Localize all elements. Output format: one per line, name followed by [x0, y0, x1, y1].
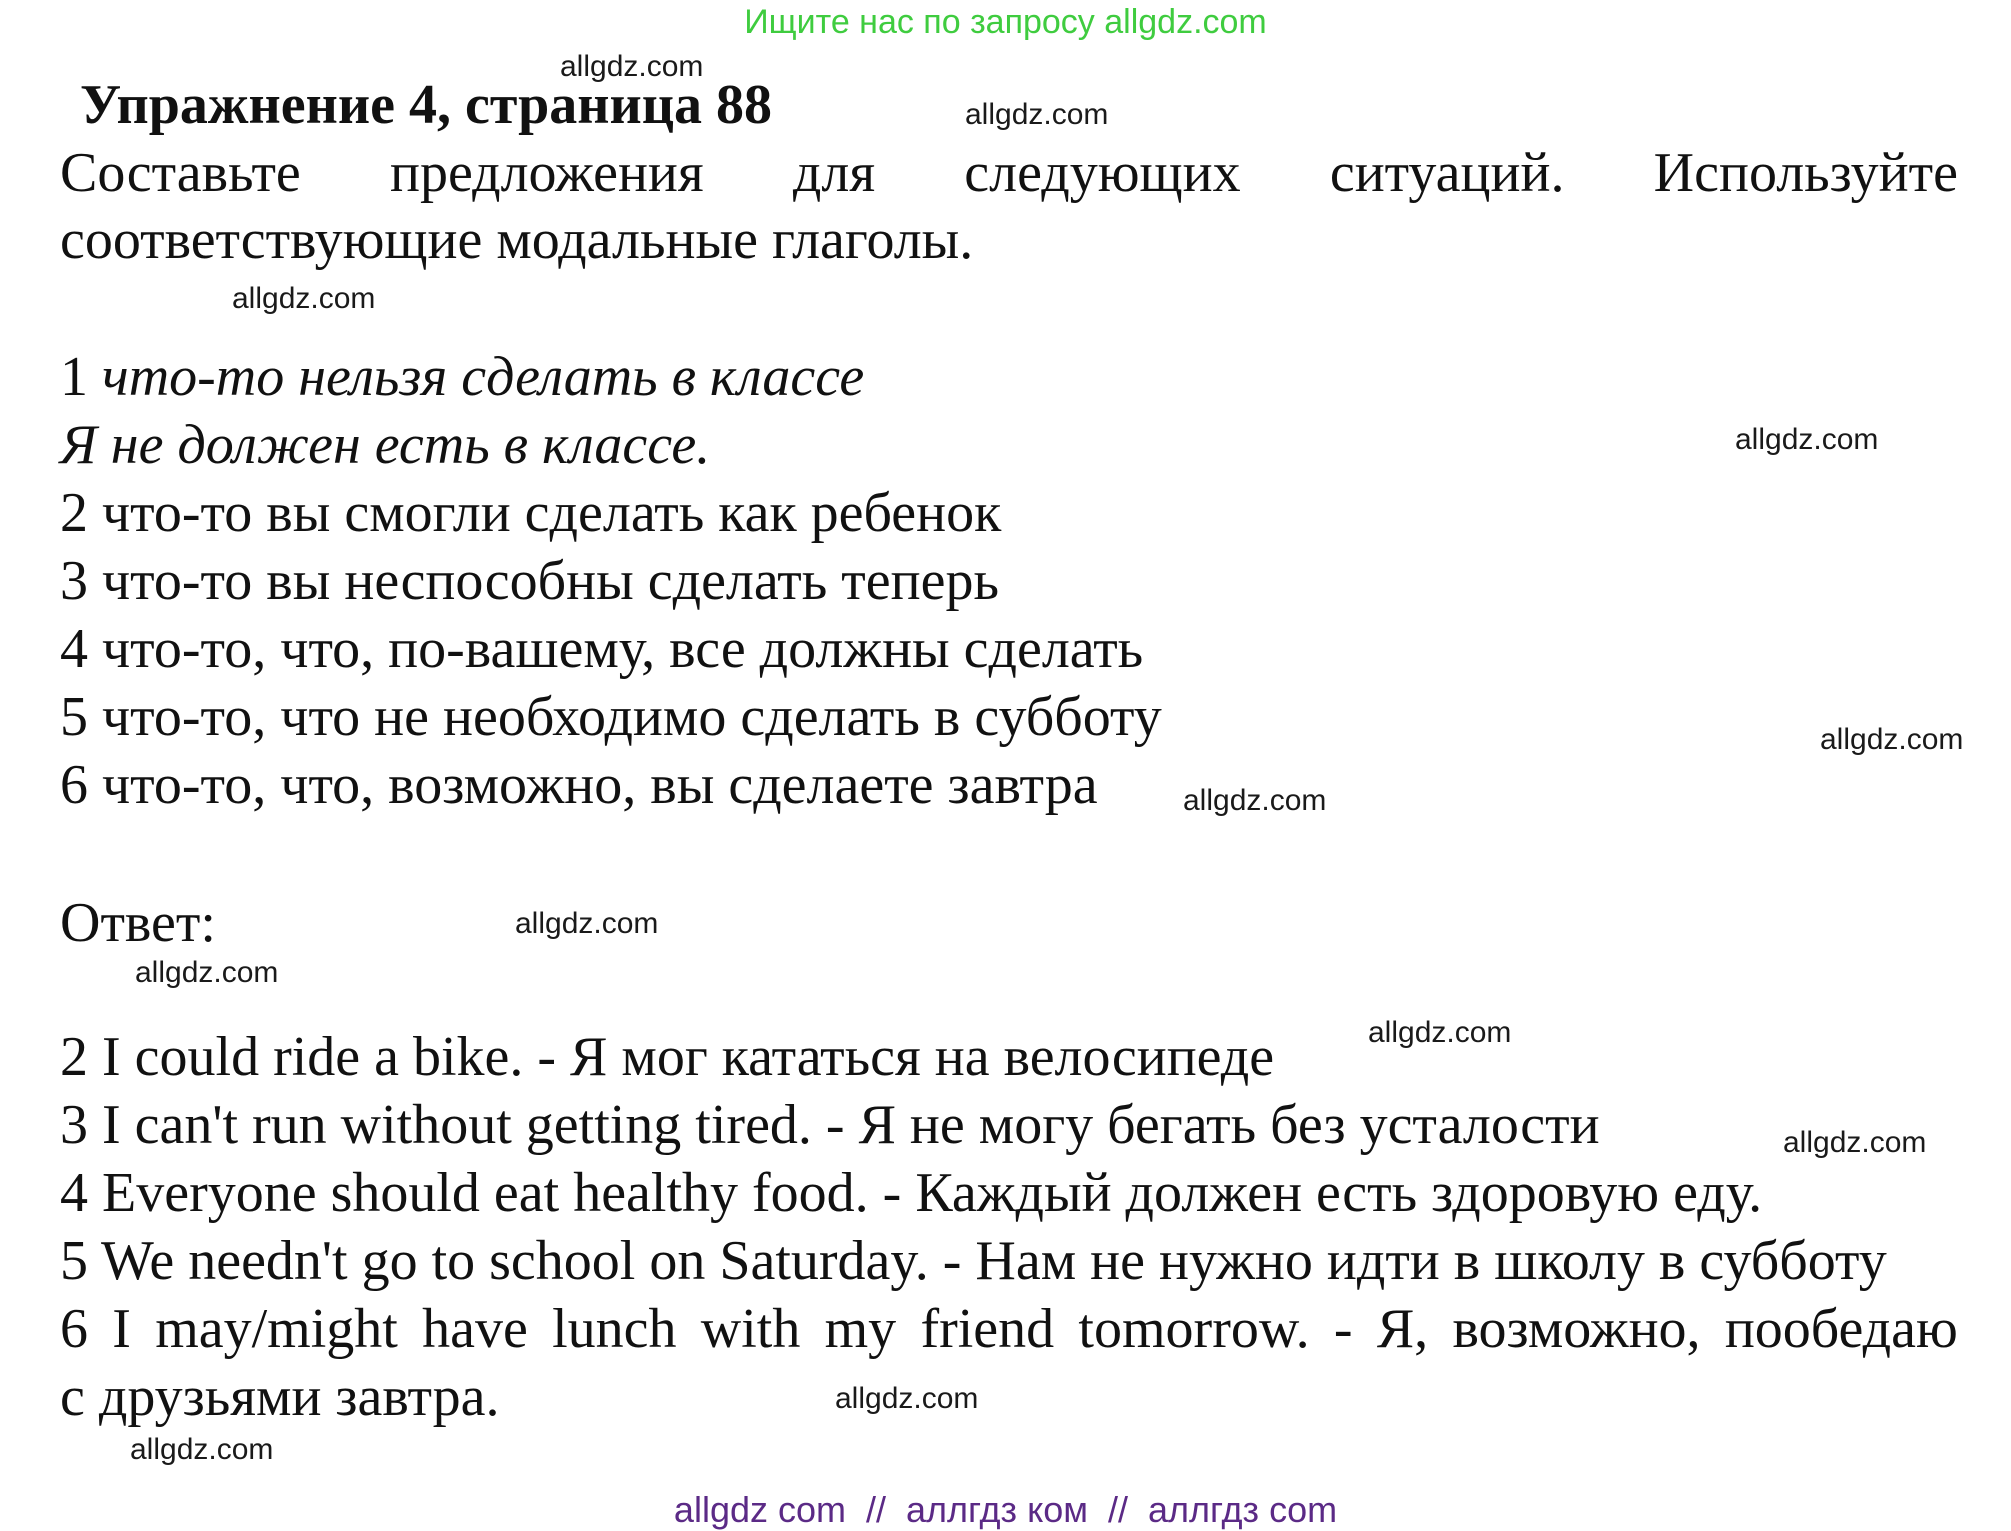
answer-4: 4 Everyone should eat healthy food. - Каждый должен есть здоровую еду.	[60, 1162, 1763, 1224]
answer-word: lunch	[552, 1298, 677, 1360]
task-word: следующих	[964, 142, 1241, 204]
item-6: 6 что-то, что, возможно, вы сделаете завтра	[60, 754, 1098, 816]
watermark: allgdz.com	[1820, 723, 1964, 756]
answer-word: with	[700, 1298, 801, 1360]
watermark: allgdz.com	[135, 956, 279, 989]
answer-2: 2 I could ride a bike. - Я мог кататься на велосипеде	[60, 1026, 1275, 1088]
item-1-number: 1	[60, 346, 88, 408]
task-word: ситуаций.	[1329, 142, 1565, 204]
task-word: предложения	[390, 142, 704, 204]
watermark: allgdz.com	[1735, 423, 1879, 456]
answer-word: пообедаю	[1724, 1298, 1958, 1360]
answer-word: возможно,	[1452, 1298, 1701, 1360]
answer-word: -	[1333, 1298, 1353, 1360]
item-1-example: Я не должен есть в классе.	[60, 414, 711, 476]
answer-word: may/might	[155, 1298, 398, 1360]
watermark: allgdz.com	[1783, 1126, 1927, 1159]
answer-word: friend	[920, 1298, 1055, 1360]
watermark: allgdz.com	[1183, 784, 1327, 817]
watermark: allgdz.com	[835, 1382, 979, 1415]
item-1-text: что-то нельзя сделать в классе	[102, 346, 865, 408]
watermark: allgdz.com	[965, 98, 1109, 131]
watermark: allgdz.com	[1368, 1016, 1512, 1049]
task-line-2: соответствующие модальные глаголы.	[60, 209, 974, 271]
item-5: 5 что-то, что не необходимо сделать в субботу	[60, 686, 1162, 748]
answer-6-line-2: с друзьями завтра.	[60, 1366, 500, 1428]
answer-word: my	[824, 1298, 897, 1360]
item-1	[60, 344, 864, 410]
answer-word: I	[112, 1298, 131, 1360]
item-3: 3 что-то вы неспособны сделать теперь	[60, 550, 999, 612]
search-banner: Ищите нас по запросу allgdz.com	[744, 3, 1267, 41]
page-title: Упражнение 4, страница 88	[80, 74, 773, 136]
answer-word: tomorrow.	[1078, 1298, 1310, 1360]
watermark: allgdz.com	[560, 50, 704, 83]
watermark: allgdz.com	[232, 282, 376, 315]
item-4: 4 что-то, что, по-вашему, все должны сделать	[60, 618, 1144, 680]
answer-3: 3 I can't run without getting tired. - Я не могу бегать без усталости	[60, 1094, 1600, 1156]
item-2: 2 что-то вы смогли сделать как ребенок	[60, 482, 1002, 544]
task-word: Составьте	[60, 142, 301, 204]
watermark: allgdz.com	[515, 907, 659, 940]
answer-label: Ответ:	[60, 892, 216, 954]
task-word: Используйте	[1653, 142, 1958, 204]
answer-6-line-1	[60, 1296, 1958, 1362]
footer-links: allgdz com // аллгдз ком // аллгдз com	[673, 1489, 1338, 1530]
answer-5: 5 We needn't go to school on Saturday. - Нам не нужно идти в школу в субботу	[60, 1230, 1887, 1292]
answer-word: Я,	[1376, 1298, 1429, 1360]
task-word: для	[792, 142, 876, 204]
answer-word: 6	[60, 1298, 88, 1360]
watermark: allgdz.com	[130, 1433, 274, 1466]
answer-word: have	[422, 1298, 528, 1360]
task-line-1	[60, 140, 1958, 206]
